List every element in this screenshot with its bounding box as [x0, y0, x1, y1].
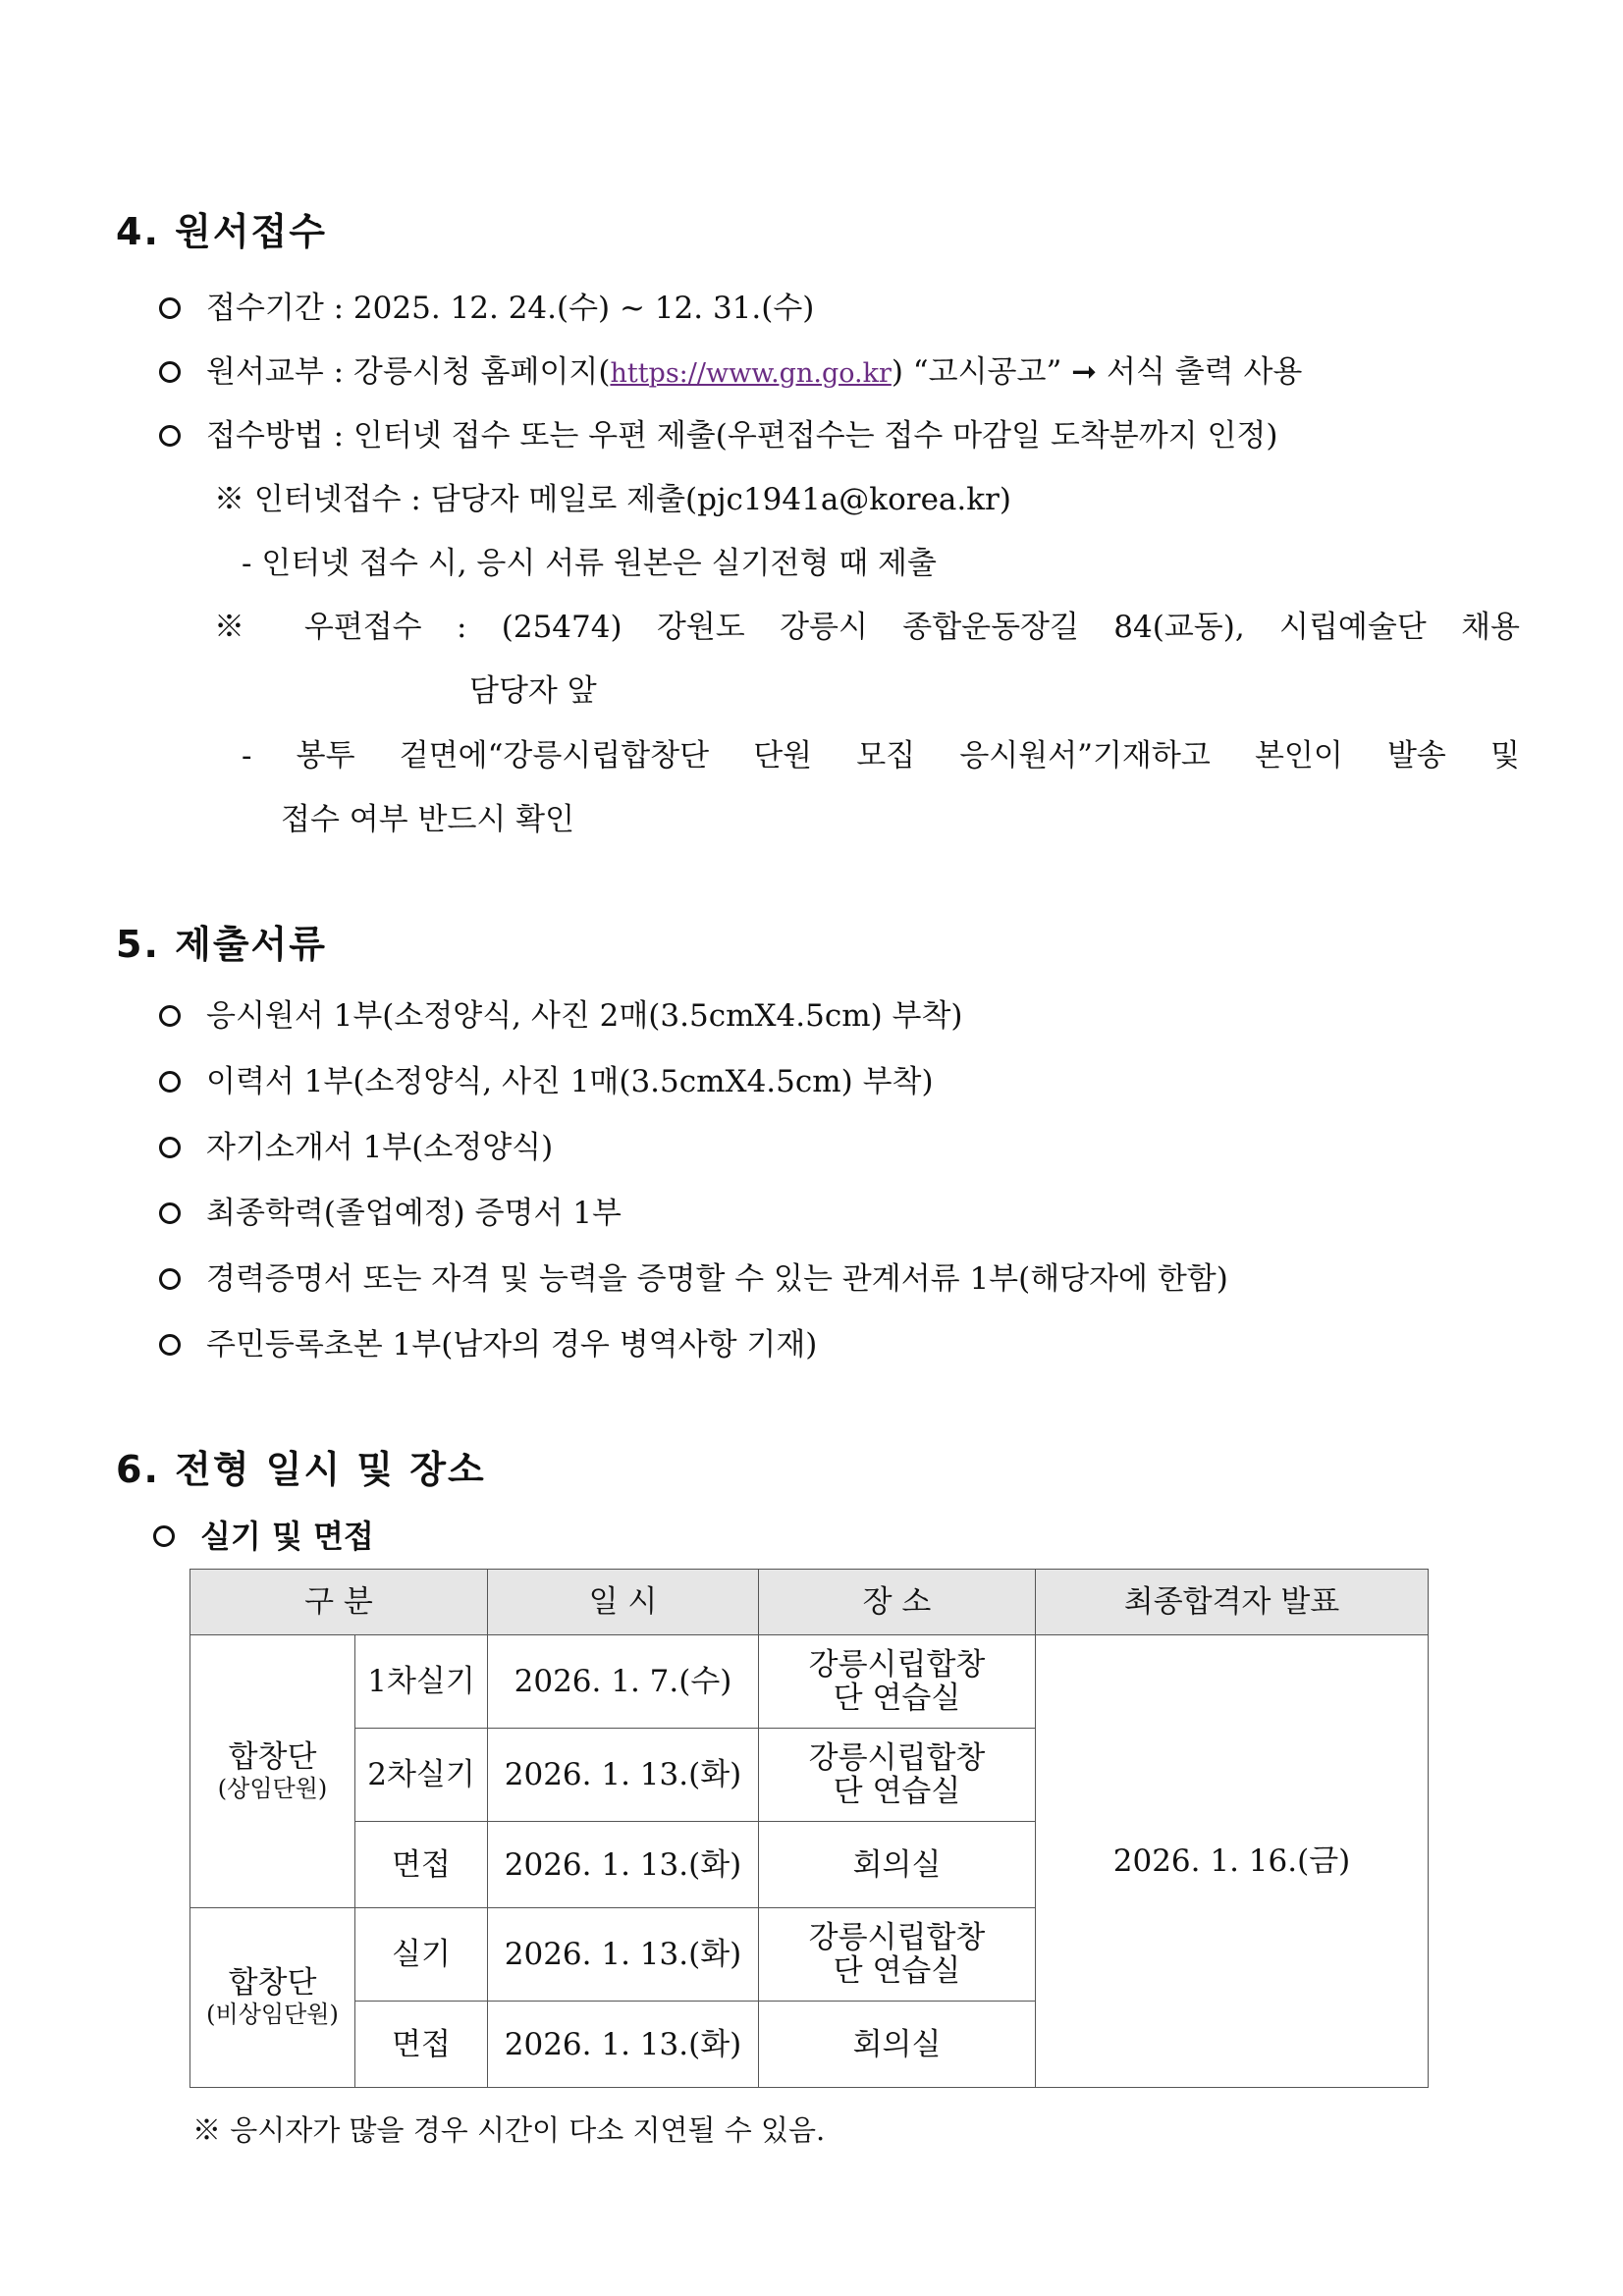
table-row: [190, 1635, 1429, 1729]
bullet-icon: [159, 1334, 181, 1356]
date-cell: 2026. 1. 13.(화): [488, 1908, 759, 2002]
table-header-row: [190, 1570, 1429, 1635]
place-cell: 회의실: [759, 1822, 1036, 1908]
internet-note: ※ 인터넷접수 : 담당자 메일로 제출(pjc1941a@korea.kr): [214, 482, 1011, 517]
bullet-icon: [159, 297, 181, 319]
stage-cell: 면접: [355, 2002, 488, 2088]
document-item: 주민등록초본 1부(남자의 경우 병역사항 기재): [206, 1327, 818, 1362]
bullet-icon: [159, 1137, 181, 1158]
place-cell: 강릉시립합창단 연습실: [759, 1729, 1036, 1822]
envelope-note: - 봉투 겉면에“강릉시립합창단 단원 모집 응시원서”기재하고 본인이 발송 및: [242, 738, 1520, 774]
stage-cell: 실기: [355, 1908, 488, 2002]
date-cell: 2026. 1. 13.(화): [488, 1729, 759, 1822]
postal-note-continued: 담당자 앞: [469, 673, 597, 709]
bullet-icon: [153, 1525, 175, 1547]
section-4-title: 4. 원서접수: [116, 210, 327, 253]
section-5-title: 5. 제출서류: [116, 923, 327, 966]
announcement-cell: 2026. 1. 16.(금): [1036, 1635, 1429, 2088]
place-cell: 강릉시립합창단 연습실: [759, 1908, 1036, 2002]
place-cell: 회의실: [759, 2002, 1036, 2088]
date-cell: 2026. 1. 13.(화): [488, 2002, 759, 2088]
form-distribution-text: 원서교부 : 강릉시청 홈페이지(: [206, 354, 611, 390]
bullet-icon: [159, 1071, 181, 1093]
header-announcement: 최종합격자 발표: [1036, 1570, 1429, 1635]
document-item: 자기소개서 1부(소정양식): [206, 1130, 554, 1165]
homepage-link[interactable]: https://www.gn.go.kr: [610, 358, 892, 389]
document-item: 응시원서 1부(소정양식, 사진 2매(3.5cmX4.5cm) 부착): [206, 998, 963, 1034]
group-nonpermanent: [190, 1908, 355, 2088]
group-sub: (상임단원): [217, 1774, 328, 1802]
group-sub: (비상임단원): [206, 2001, 339, 2028]
group-name: 합창단: [228, 1965, 317, 2001]
date-cell: 2026. 1. 7.(수): [488, 1635, 759, 1729]
document-item: 경력증명서 또는 자격 및 능력을 증명할 수 있는 관계서류 1부(해당자에 한함): [206, 1261, 1228, 1297]
document-item: 이력서 1부(소정양식, 사진 1매(3.5cmX4.5cm) 부착): [206, 1064, 934, 1099]
header-category: 구 분: [190, 1570, 488, 1635]
stage-cell: 1차실기: [355, 1635, 488, 1729]
place-cell: 강릉시립합창단 연습실: [759, 1635, 1036, 1729]
bullet-icon: [159, 425, 181, 447]
section-6-title: 6. 전형 일시 및 장소: [116, 1448, 486, 1491]
bullet-icon: [159, 1202, 181, 1224]
bullet-icon: [159, 1005, 181, 1027]
form-distribution: [206, 352, 1522, 394]
section-6-subtitle: 실기 및 면접: [200, 1518, 374, 1555]
reception-period: 접수기간 : 2025. 12. 24.(수) ~ 12. 31.(수): [206, 291, 815, 326]
group-name: 합창단: [228, 1738, 317, 1775]
header-place: 장 소: [759, 1570, 1036, 1635]
schedule-table: [189, 1569, 1429, 2088]
stage-cell: 면접: [355, 1822, 488, 1908]
bullet-icon: [159, 361, 181, 383]
date-cell: 2026. 1. 13.(화): [488, 1822, 759, 1908]
stage-cell: 2차실기: [355, 1729, 488, 1822]
postal-note: ※ 우편접수 : (25474) 강원도 강릉시 종합운동장길 84(교동), 시립예술단 채용: [214, 610, 1520, 645]
table-footnote: ※ 응시자가 많을 경우 시간이 다소 지연될 수 있음.: [192, 2113, 826, 2147]
bullet-icon: [159, 1268, 181, 1290]
form-distribution-text-after: ) “고시공고” ➞ 서식 출력 사용: [891, 354, 1303, 390]
internet-subnote: - 인터넷 접수 시, 응시 서류 원본은 실기전형 때 제출: [242, 546, 937, 581]
document-item: 최종학력(졸업예정) 증명서 1부: [206, 1196, 622, 1231]
header-date: 일 시: [488, 1570, 759, 1635]
reception-method: 접수방법 : 인터넷 접수 또는 우편 제출(우편접수는 접수 마감일 도착분까지 인정): [206, 418, 1278, 454]
group-permanent: [190, 1635, 355, 1908]
envelope-note-continued: 접수 여부 반드시 확인: [281, 802, 575, 837]
